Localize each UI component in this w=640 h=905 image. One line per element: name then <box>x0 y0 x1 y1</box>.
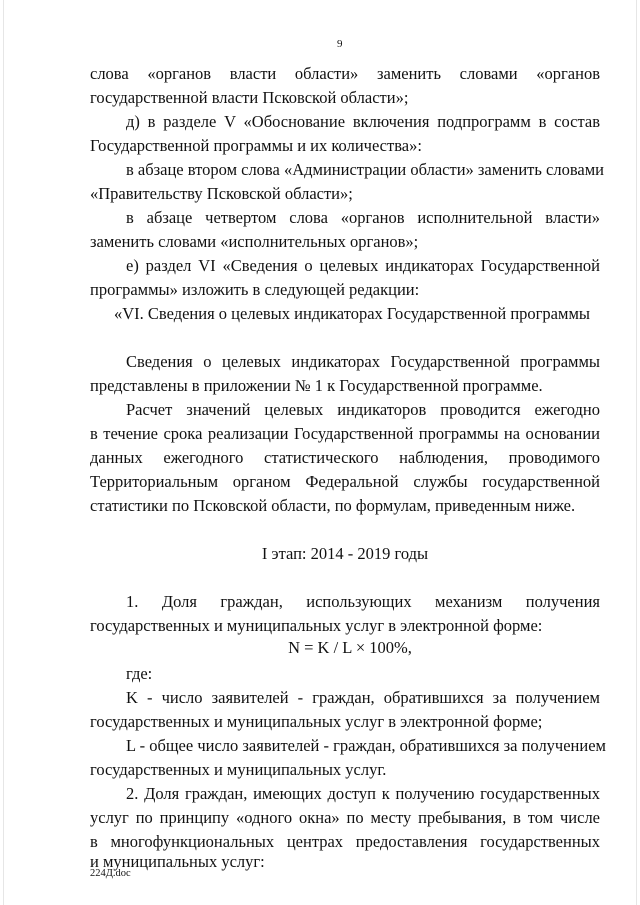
text-line: статистики по Псковской области, по формулам, приведенным ниже. <box>90 496 576 515</box>
section-heading: «VI. Сведения о целевых индикаторах Государственной программы <box>114 304 590 323</box>
stage-heading: I этап: 2014 - 2019 годы <box>261 544 429 563</box>
text-line: и муниципальных услуг: <box>90 852 265 871</box>
text-line: «Правительству Псковской области»; <box>90 184 353 203</box>
scan-edge-right <box>636 0 637 905</box>
text-line: услуг по принципу «одного окна» по месту пребывания, в том числе <box>90 808 600 827</box>
text-line: Государственной программы и их количества»: <box>90 136 422 155</box>
file-name-footer: 224Д.doc <box>90 868 131 879</box>
text-line: государственных и муниципальных услуг в электронной форме: <box>90 616 543 635</box>
text-line: Сведения о целевых индикаторах Государственной программы <box>126 352 600 371</box>
scan-edge-left <box>3 0 4 905</box>
text-line: 1. Доля граждан, использующих механизм получения <box>126 592 600 611</box>
text-line: государственных и муниципальных услуг. <box>90 760 387 779</box>
text-line: в абзаце втором слова «Администрации области» заменить словами <box>126 160 605 179</box>
text-line: L - общее число заявителей - граждан, обратившихся за получением <box>126 736 606 755</box>
text-line: е) раздел VI «Сведения о целевых индикаторах Государственной <box>126 256 600 275</box>
text-line: в многофункциональных центрах предоставления государственных <box>90 832 600 851</box>
text-line: государственной власти Псковской области»; <box>90 88 409 107</box>
text-line: 2. Доля граждан, имеющих доступ к получению государственных <box>126 784 600 803</box>
text-line: д) в разделе V «Обоснование включения подпрограмм в состав <box>126 112 600 131</box>
formula: N = K / L × 100%, <box>288 638 412 657</box>
text-line: программы» изложить в следующей редакции: <box>90 280 420 299</box>
text-line: K - число заявителей - граждан, обратившихся за получением <box>126 688 600 707</box>
text-line: Расчет значений целевых индикаторов проводится ежегодно <box>126 400 600 419</box>
text-line: слова «органов власти области» заменить словами «органов <box>90 64 600 83</box>
text-line: Территориальным органом Федеральной службы государственной <box>90 472 600 491</box>
text-line: в абзаце четвертом слова «органов исполнительной власти» <box>126 208 600 227</box>
page-number: 9 <box>337 38 343 50</box>
text-line: данных ежегодного статистического наблюдения, проводимого <box>90 448 600 467</box>
text-line: в течение срока реализации Государственной программы на основании <box>90 424 600 443</box>
text-line: заменить словами «исполнительных органов»; <box>90 232 419 251</box>
text-line: где: <box>126 664 153 683</box>
text-line: государственных и муниципальных услуг в электронной форме; <box>90 712 543 731</box>
text-line: представлены в приложении № 1 к Государственной программе. <box>90 376 543 395</box>
